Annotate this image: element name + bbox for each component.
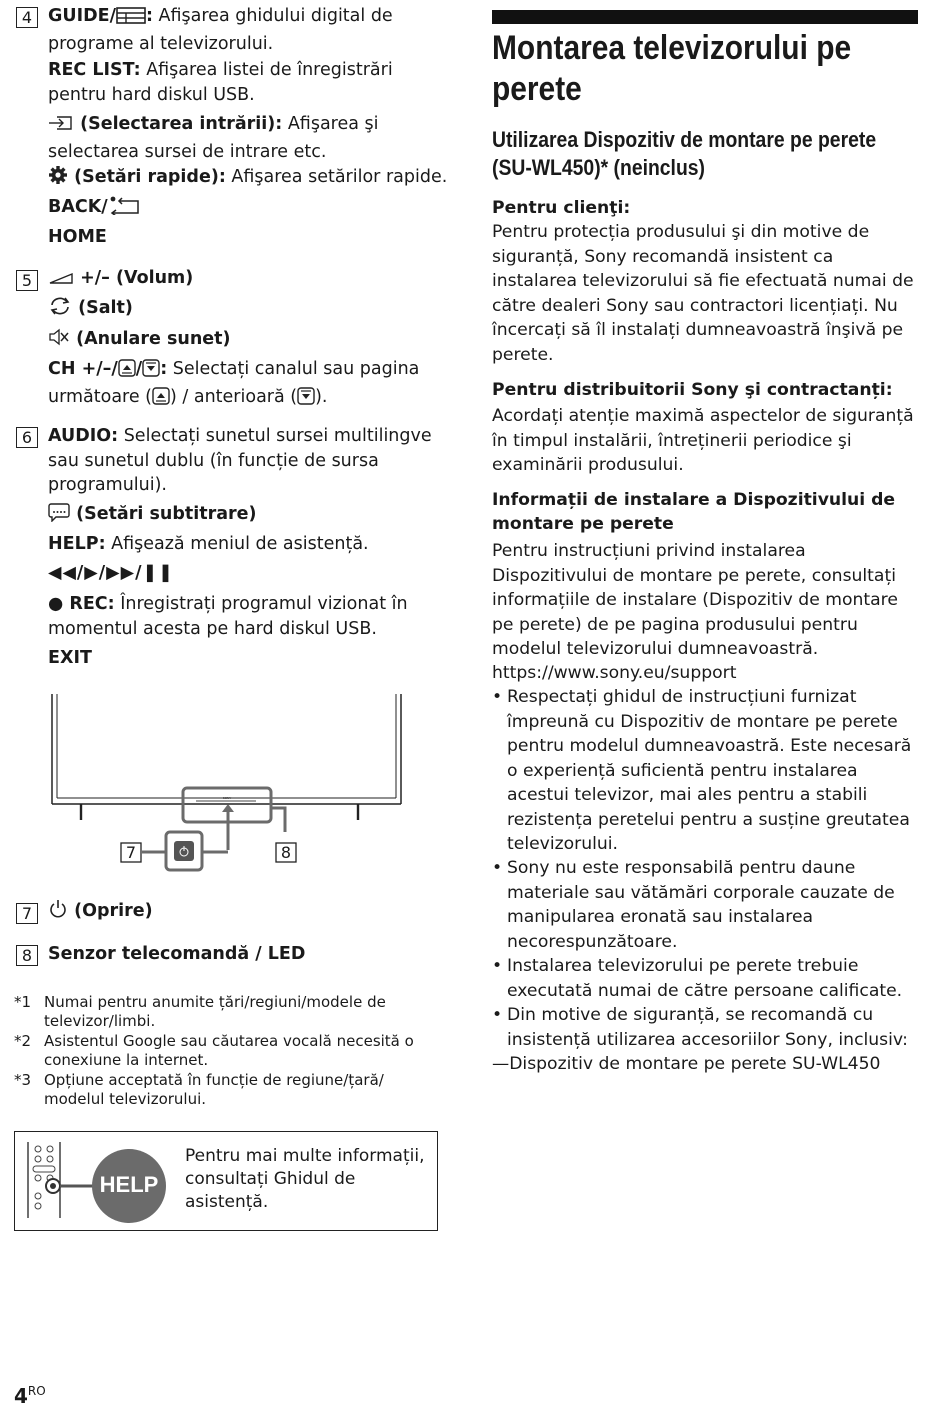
ch-label-a: CH +/–/ <box>48 359 118 379</box>
footnote-text: Numai pentru anumite țări/regiuni/modele de televizor/limbi. <box>44 993 386 1030</box>
quick-settings-label: (Setări rapide): <box>68 167 226 187</box>
item-number-4: 4 <box>16 7 38 28</box>
page-number <box>14 1384 46 1408</box>
rec-text: Înregistrați programul vizionat în momentul acesta pe hard diskul USB. <box>48 594 408 639</box>
page-up-icon <box>118 359 136 385</box>
help-label: HELP: <box>48 534 106 554</box>
dealers-paragraph: Acordați atenție maximă aspectelor de siguranță în timpul instalării, întreținerii periodice şi examinării produsului. <box>492 406 914 475</box>
volume-icon <box>48 269 74 294</box>
mute-icon <box>48 327 70 355</box>
clients-heading: Pentru clienţi: <box>492 198 631 218</box>
guide-text: Afişarea ghidului digital de programe al televizorului. <box>48 6 393 54</box>
power-entry <box>48 899 448 927</box>
bullet-text: Sony nu este responsabilă pentru daune materiale sau vătămări corporale cauzate de manipularea eronată sau instalarea necorespunzătoare. <box>507 858 895 952</box>
footnote-text: Opțiune acceptată în funcție de regiune/țară/ modelul televizorului. <box>44 1071 384 1108</box>
support-url[interactable]: https://www.sony.eu/support <box>492 663 737 683</box>
back-label: BACK/ <box>48 197 108 217</box>
ch-label-b: / <box>135 359 143 379</box>
transport-controls-label: ◀◀/▶/▶▶/❚❚ <box>48 563 174 583</box>
ch-text-a: Selectați canalul sau pagina următoare ( <box>48 359 420 407</box>
input-text: Afişarea şi selectarea sursei de intrare etc. <box>48 114 379 162</box>
guide-label: GUIDE/ <box>48 6 116 26</box>
footnote-key: *1 <box>14 993 32 1011</box>
guide-label-colon: : <box>145 6 153 26</box>
page-up-icon <box>152 387 170 413</box>
reclist-label: REC LIST: <box>48 60 141 80</box>
item-number-7: 7 <box>16 903 38 924</box>
tv-sensor-diagram <box>40 690 420 880</box>
bullet-text: Instalarea televizorului pe perete trebuie executată numai de către persoane calificate. <box>507 956 903 1001</box>
guide-icon <box>116 6 146 32</box>
callout-8: 8 <box>280 843 292 862</box>
page-down-icon <box>142 359 160 385</box>
subtitle-icon <box>48 502 70 530</box>
input-select-icon <box>48 114 74 140</box>
dealers-heading: Pentru distribuitorii Sony şi contractanți: <box>492 380 893 400</box>
help-badge: HELP <box>99 1172 159 1197</box>
sensor-label: Senzor telecomandă / LED <box>48 944 306 964</box>
section-header-bar <box>492 10 918 24</box>
rec-entry <box>48 592 448 641</box>
quick-settings-text: Afişarea setărilor rapide. <box>225 167 448 187</box>
page-down-icon <box>297 387 315 413</box>
reclist-entry <box>48 58 448 107</box>
item-number-6: 6 <box>16 427 38 448</box>
install-paragraph: Pentru instrucțiuni privind instalarea Dispozitivului de montare pe perete, consultați informațiile de instalare (Dispozitiv de montare pe perete) de pe pagina produsului pentru modelul televizorului dumneavoastră. <box>492 541 898 659</box>
bullet-dot: • <box>492 687 503 707</box>
page-number-value: 4 <box>14 1384 28 1408</box>
bullet-dot: • <box>492 956 503 976</box>
bullet-dot: • <box>492 1005 503 1025</box>
subtitle-label: (Setări subtitrare) <box>70 504 257 524</box>
callout-7: 7 <box>125 843 137 862</box>
page-language: RO <box>27 1384 46 1398</box>
footnote-key: *3 <box>14 1071 32 1089</box>
exit-label: EXIT <box>48 648 92 668</box>
jump-icon <box>48 296 72 324</box>
audio-text: Selectați sunetul sursei multilingve sau sunetul dublu (în funcție de sursa programului). <box>48 426 432 495</box>
guide-entry <box>48 4 448 56</box>
channel-entry <box>48 357 448 412</box>
reclist-text: Afişarea listei de înregistrări pentru hard diskul USB. <box>48 60 393 105</box>
clients-paragraph: Pentru protecția produsului şi din motive de siguranță, Sony recomandă insistent ca instalarea televizorului să fie efectuată numai de către dealeri Sony sau contractori licențiați. Nu încercați să îl instalați dumneavoastră înşivă pe perete. <box>492 222 914 365</box>
accessory-sub-item: —Dispozitiv de montare pe perete SU-WL450 <box>492 1054 881 1074</box>
audio-label: AUDIO: <box>48 426 119 446</box>
item-number-8: 8 <box>16 945 38 966</box>
tv-logo: SONY <box>222 796 232 800</box>
footnote-text: Asistentul Google sau căutarea vocală necesită o conexiune la internet. <box>44 1032 414 1069</box>
back-entry <box>48 195 448 223</box>
mute-label: (Anulare sunet) <box>70 329 231 349</box>
power-label: (Oprire) <box>68 901 153 921</box>
bullet-text: Respectați ghidul de instrucțiuni furnizat împreună cu Dispozitiv de montare pe perete pentru modelul dumneavoastră. Este necesară o experiență suficientă pentru instalarea acestui televizor, mai ales pentru a stabili rezistența peretelui pentru a susține greutatea televizorului. <box>507 687 912 854</box>
volume-entry <box>48 266 448 294</box>
back-arrow-icon <box>108 195 140 223</box>
install-heading: Informații de instalare a Dispozitivului de montare pe perete <box>492 490 896 534</box>
mute-entry <box>48 327 448 355</box>
input-label: (Selectarea intrării): <box>74 114 283 134</box>
page-title: Montarea televizorului pe perete <box>492 29 852 108</box>
section-subtitle: Utilizarea Dispozitiv de montare pe perete (SU-WL450)* (neinclus) <box>492 127 877 180</box>
home-label: HOME <box>48 227 107 247</box>
help-entry <box>48 532 448 557</box>
gear-icon <box>48 165 68 193</box>
ch-text-b: ) / anterioară ( <box>170 386 298 407</box>
bullet-text: Din motive de siguranță, se recomandă cu insistență utilizarea accesoriilor Sony, inclusiv: <box>507 1005 908 1050</box>
input-entry <box>48 112 448 164</box>
jump-entry <box>48 296 448 324</box>
item-number-5: 5 <box>16 270 38 291</box>
help-info-box <box>14 1131 438 1231</box>
rec-label: ● REC: <box>48 594 115 614</box>
ch-label-c: : <box>160 359 168 379</box>
help-text: Afişează meniul de asistență. <box>105 534 369 554</box>
footnote-key: *2 <box>14 1032 32 1050</box>
audio-entry <box>48 424 448 498</box>
bullet-dot: • <box>492 858 503 878</box>
subtitle-entry <box>48 502 448 530</box>
jump-label: (Salt) <box>72 298 133 318</box>
power-icon <box>48 899 68 927</box>
ch-text-c: ). <box>315 386 328 407</box>
volume-label: +/– (Volum) <box>74 268 194 288</box>
help-box-text: Pentru mai multe informații, consultați Ghidul de asistență. <box>185 1146 425 1212</box>
quick-settings-entry <box>48 165 448 193</box>
